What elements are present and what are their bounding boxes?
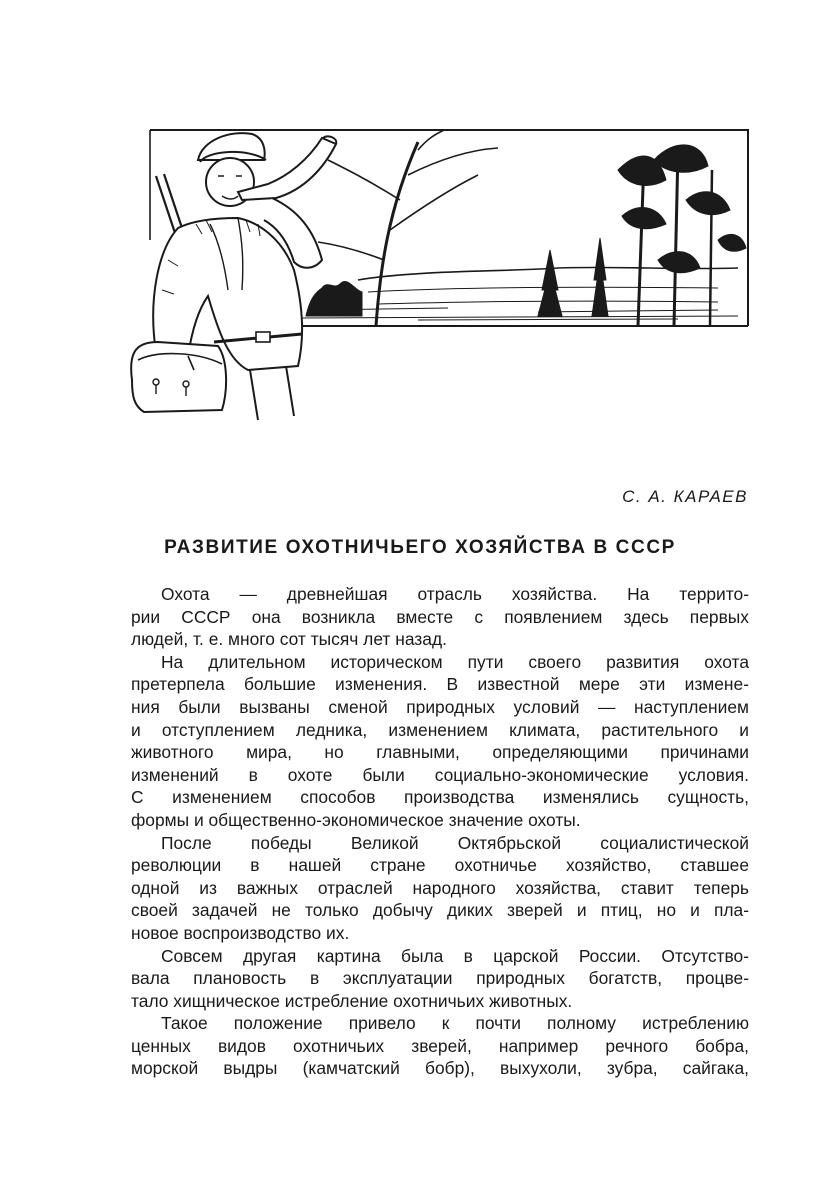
text-line: и отступлением ледника, изменением климата, растительного и (131, 719, 749, 740)
text-line: тало хищническое истребление охотничьих животных. (131, 990, 573, 1011)
text-line: вала плановость в эксплуатации природных богатств, процве- (131, 968, 749, 989)
text-line: С изменением способов производства изменялись сущность, (131, 787, 749, 808)
text-line: одной из важных отраслей народного хозяйства, ставит теперь (131, 877, 749, 898)
hunter-blowing-horn-forest-landscape-icon (118, 120, 754, 432)
text-line: ния были вызваны сменой природных условий — наступлением (131, 696, 749, 717)
text-line: морской выдры (камчатский бобр), выхухоли, зубра, сайгака, (131, 1058, 749, 1079)
text-line: рии СССР она возникла вместе с появлением здесь первых (131, 606, 749, 627)
paragraph (131, 832, 749, 945)
text-line: На длительном историческом пути своего развития охота (161, 651, 749, 672)
text-line: Совсем другая картина была в царской России. Отсутство- (161, 945, 749, 966)
author-name: С. А. КАРАЕВ (622, 487, 748, 506)
text-line: животного мира, но главными, определяющими причинами (131, 742, 749, 763)
text-line: претерпела большие изменения. В известной мере эти измене- (131, 674, 749, 695)
text-line: После победы Великой Октябрьской социалистической (161, 832, 749, 853)
paragraph (131, 1012, 749, 1080)
article-body (131, 583, 749, 1080)
text-line: Охота — древнейшая отрасль хозяйства. На террито- (161, 584, 749, 604)
paragraph (131, 583, 749, 651)
paragraph (131, 651, 749, 832)
paragraph (131, 945, 749, 1013)
text-line: своей задачей не только добычу диких зверей и птиц, но и пла- (131, 900, 749, 921)
text-line: Такое положение привело к почти полному истреблению (161, 1013, 749, 1034)
text-line: революции в нашей стране охотничье хозяйство, ставшее (131, 855, 749, 876)
text-line: формы и общественно-экономическое значение охоты. (131, 809, 581, 830)
text-line: людей, т. е. много сот тысяч лет назад. (131, 629, 447, 650)
text-line: ценных видов охотничьих зверей, например речного бобра, (131, 1035, 749, 1056)
text-line: новое воспроизводство их. (131, 922, 350, 943)
text-line: изменений в охоте были социально-экономические условия. (131, 764, 749, 785)
article-title: РАЗВИТИЕ ОХОТНИЧЬЕГО ХОЗЯЙСТВА В СССР (164, 537, 676, 558)
